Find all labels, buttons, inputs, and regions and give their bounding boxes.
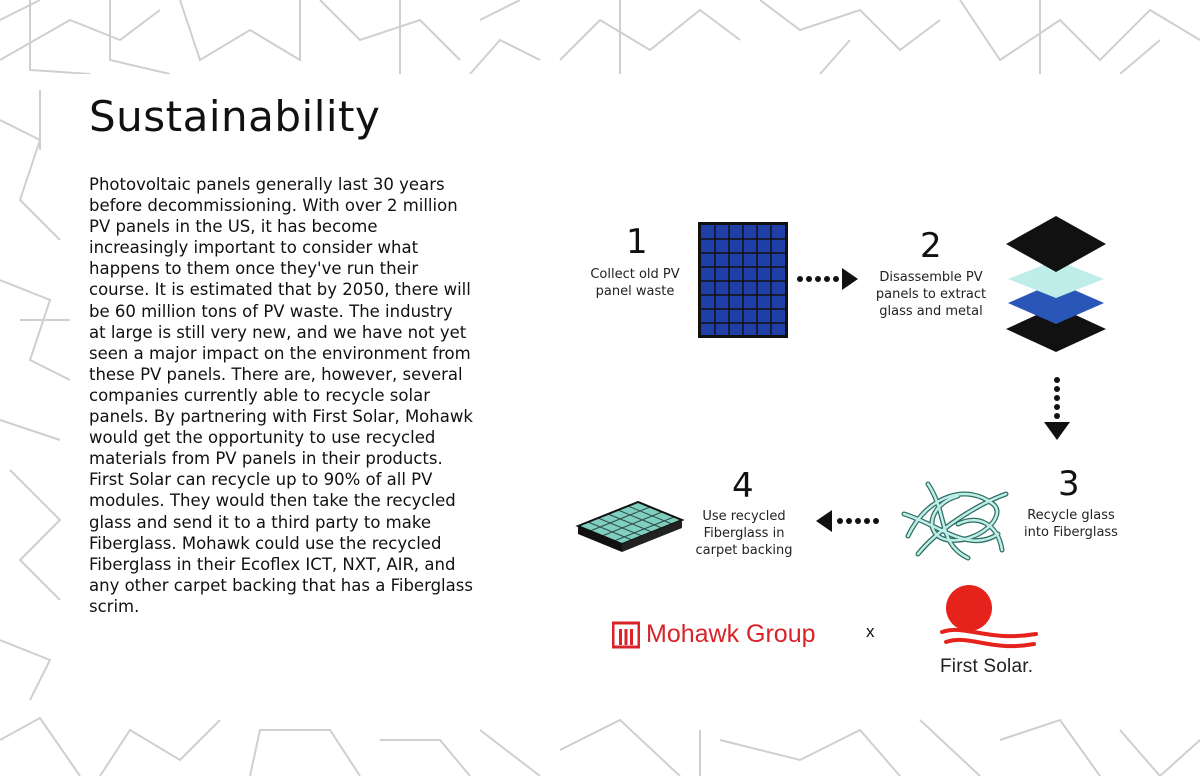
step-3-number: 3: [1058, 464, 1080, 504]
step-2-label: [866, 269, 996, 320]
step-1-label: [575, 266, 695, 300]
step-4-number: 4: [732, 466, 754, 506]
arrow-left-icon: [814, 508, 880, 534]
step-2-label-line: panels to extract: [875, 287, 987, 302]
step-3-label: [1016, 507, 1126, 541]
partnership-separator: x: [866, 622, 875, 641]
mohawk-group-logo: [612, 620, 816, 649]
arrow-right-icon: [796, 266, 862, 292]
step-1-number: 1: [626, 222, 648, 262]
body-paragraph: Photovoltaic panels generally last 30 years before decommissioning. With over 2 million PV panels in the US, it has become increasingly important to consider what happens to them once they've run their course. It is estimated that by 2050, there will be 60 million tons of PV waste. The industry at large is still very new, and we have not yet seen a major impact on the environment from these PV panels. There are, however, several companies currently able to recycle solar panels. By partnering with First Solar, Mohawk would get the opportunity to use recycled materials from PV panels in their products. First Solar can recycle up to 90% of all PV modules. They would then take the recycled glass and send it to a third party to make Fiberglass. Mohawk could use the recycled Fiberglass in their Ecoflex ICT, NXT, AIR, and any other carpet backing that has a Fiberglass scrim.: [89, 175, 473, 616]
carpet-backing-icon: [574, 498, 686, 560]
solar-panel-icon: [698, 222, 788, 338]
mohawk-group-name: Mohawk Group: [646, 620, 816, 648]
step-4-label-line: Fiberglass in: [703, 526, 785, 541]
mohawk-mark-icon: [612, 621, 640, 649]
arrow-down-icon: [1042, 376, 1072, 442]
first-solar-mark-icon: [936, 584, 1044, 656]
step-1-label-line: Collect old PV: [590, 267, 680, 282]
layers-icon: [1004, 214, 1108, 356]
page-title: Sustainability: [89, 92, 381, 141]
step-3-label-line: into Fiberglass: [1024, 525, 1118, 540]
step-4-label-line: Use recycled: [702, 509, 786, 524]
step-4-label-line: carpet backing: [695, 543, 793, 558]
step-2-label-line: glass and metal: [879, 304, 983, 319]
step-3-label-line: Recycle glass: [1027, 508, 1115, 523]
first-solar-name: First Solar.: [940, 656, 1034, 677]
step-4-label: [686, 508, 802, 559]
step-1-label-line: panel waste: [595, 284, 675, 299]
step-2-label-line: Disassemble PV: [879, 270, 983, 285]
step-2-number: 2: [920, 226, 942, 266]
fiberglass-strands-icon: [898, 474, 1012, 566]
